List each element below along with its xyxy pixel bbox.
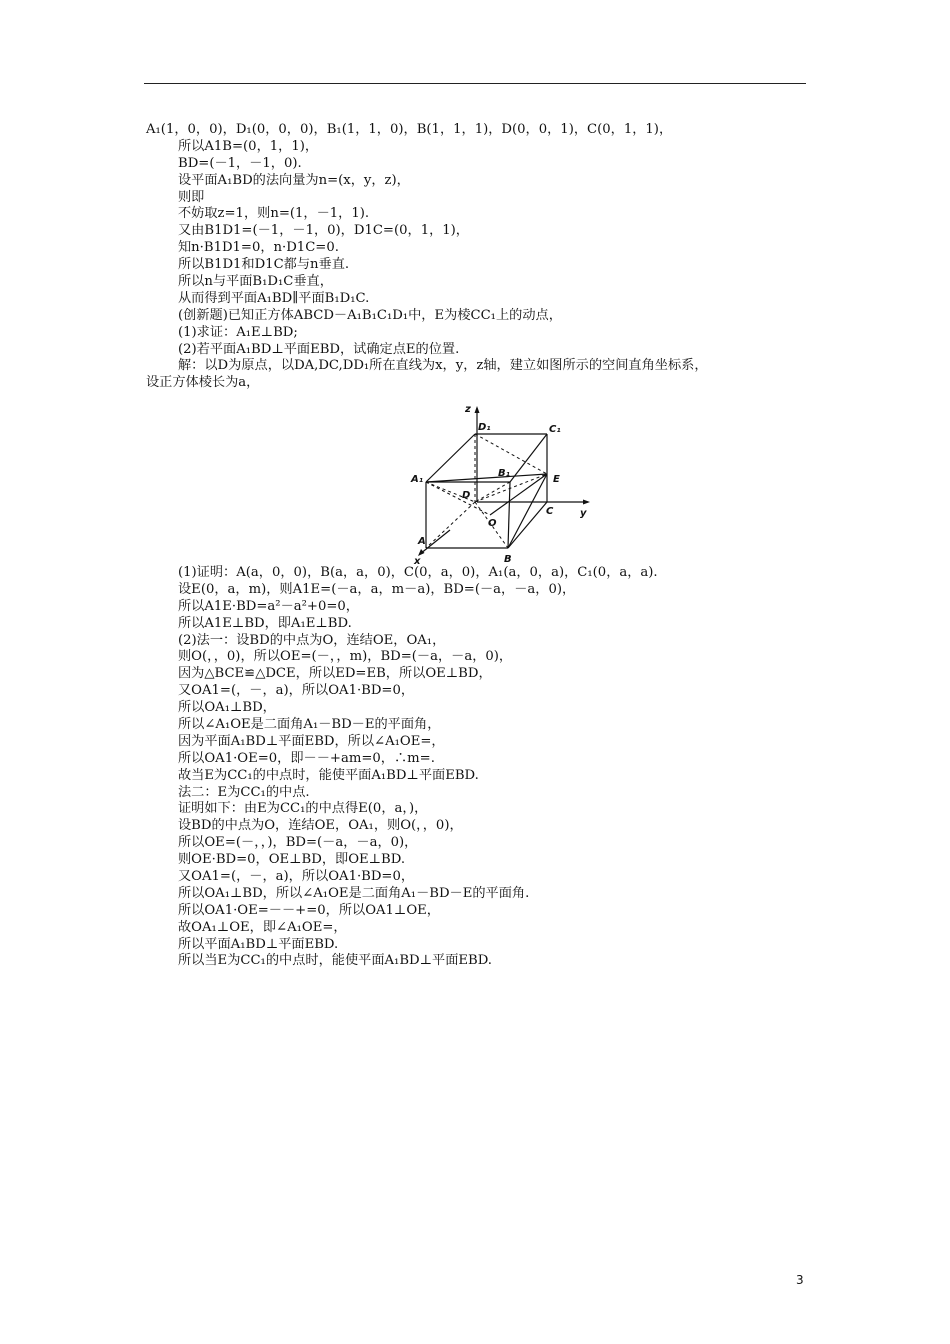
label-E: E <box>553 474 560 485</box>
edge-B-C <box>508 502 547 548</box>
text-line: 证明如下：由E为CC₁的中点得E(0，a，)， <box>178 801 428 817</box>
label-D1: D₁ <box>478 422 491 433</box>
text-line: 所以∠A₁OE是二面角A₁－BD－E的平面角， <box>178 717 441 733</box>
segment-E-O <box>490 474 547 515</box>
text-line: (2)若平面A₁BD⊥平面EBD，试确定点E的位置. <box>178 341 460 357</box>
text-line: 则O(，，0)，所以OE=(－，，m)，BD=(－a，－a，0)， <box>178 649 513 665</box>
text-line: 所以OA₁⊥BD，所以∠A₁OE是二面角A₁－BD－E的平面角. <box>178 885 530 901</box>
text-line: 所以OE=(－，，)，BD=(－a，－a，0)， <box>178 835 418 851</box>
label-x: x <box>414 556 421 566</box>
text-line: 又OA1=(，－，a)，所以OA1·BD=0， <box>178 683 415 699</box>
text-line: 所以n与平面B₁D₁C垂直， <box>178 274 333 290</box>
text-line: 则OE·BD=0，OE⊥BD，即OE⊥BD. <box>178 852 406 868</box>
text-line: BD=(－1，－1，0). <box>178 155 302 171</box>
text-line: 因为平面A₁BD⊥平面EBD，所以∠A₁OE=， <box>178 733 445 749</box>
text-line: 则即 <box>178 189 205 205</box>
text-line: 所以OA1·OE=0，即－－+am=0，∴m=. <box>178 750 435 766</box>
text-line: 所以OA1·OE=－－+=0，所以OA1⊥OE， <box>178 902 440 918</box>
text-line: 所以A1E·BD=a²－a²+0=0， <box>178 598 359 614</box>
hidden-segment-A1-O <box>426 482 490 515</box>
label-A1: A₁ <box>411 474 424 485</box>
text-line: 所以A1B=(0，1，1)， <box>178 138 319 154</box>
label-B1: B₁ <box>498 468 511 479</box>
segment-E-B <box>508 474 547 548</box>
x-axis-arrow <box>418 549 425 556</box>
page-number: 3 <box>796 1273 804 1287</box>
label-C: C <box>546 506 554 517</box>
text-line: 不妨取z=1，则n=(1，－1，1). <box>178 206 370 222</box>
solution-text-bottom <box>146 565 816 970</box>
text-line: 故OA₁⊥OE，即∠A₁OE=， <box>178 919 347 935</box>
text-line: 故当E为CC₁的中点时，能使平面A₁BD⊥平面EBD. <box>178 767 479 783</box>
hidden-edge-D-A <box>426 502 475 548</box>
label-C1: C₁ <box>549 424 561 435</box>
text-line: 因为△BCE≌△DCE，所以ED=EB，所以OE⊥BD， <box>178 666 492 682</box>
y-axis-arrow <box>583 500 590 505</box>
text-line: 设E(0，a，m)，则A1E=(－a，a，m－a)，BD=(－a，－a，0)， <box>178 581 576 597</box>
edge-A1-D1 <box>426 434 475 482</box>
text-line: 法二：E为CC₁的中点. <box>178 784 310 800</box>
text-line: 所以B1D1和D1C都与n垂直. <box>178 257 350 273</box>
label-z: z <box>465 404 471 415</box>
label-A: A <box>418 536 426 547</box>
text-line: 所以A1E⊥BD，即A₁E⊥BD. <box>178 615 352 631</box>
text-line: 知n·B1D1=0，n·D1C=0. <box>178 240 339 256</box>
text-line: A₁(1，0，0)，D₁(0，0，0)，B₁(1，1，0)，B(1，1，1)，D(0，0，1)，C(0，1，1)， <box>146 122 673 137</box>
text-line: 解：以D为原点，以DA,DC,DD₁所在直线为x，y，z轴，建立如图所示的空间直角坐标系， <box>178 358 708 374</box>
text-line: 所以OA₁⊥BD， <box>178 700 276 716</box>
text-line: (1)求证：A₁E⊥BD; <box>178 324 298 340</box>
cube-diagram <box>410 402 600 566</box>
segment-A1-E <box>426 474 547 482</box>
text-line: (2)法一：设BD的中点为O，连结OE，OA₁， <box>178 632 446 648</box>
label-D: D <box>462 490 471 501</box>
text-line: (创新题)已知正方体ABCD－A₁B₁C₁D₁中，E为棱CC₁上的动点， <box>178 307 562 323</box>
text-line: 所以平面A₁BD⊥平面EBD. <box>178 936 339 952</box>
text-line: 所以当E为CC₁的中点时，能使平面A₁BD⊥平面EBD. <box>178 953 492 969</box>
text-line: 从而得到平面A₁BD∥平面B₁D₁C. <box>178 290 370 306</box>
text-line: 又由B1D1=(－1，－1，0)，D1C=(0，1，1)， <box>178 223 469 239</box>
header-rule <box>144 83 806 84</box>
text-line: 设BD的中点为O，连结OE，OA₁，则O(，，0)， <box>178 818 463 834</box>
label-y: y <box>580 508 587 519</box>
text-line: (1)证明：A(a，0，0)，B(a，a，0)，C(0，a，0)，A₁(a，0，a)，C₁(0，a，a). <box>178 565 658 580</box>
text-line: 又OA1=(，－，a)，所以OA1·BD=0， <box>178 869 415 885</box>
text-line: 设平面A₁BD的法向量为n=(x，y，z)， <box>178 172 410 188</box>
text-line: 设正方体棱长为a， <box>146 375 260 391</box>
label-O: O <box>488 518 497 529</box>
solution-text-top <box>146 122 816 392</box>
cube-figure <box>410 402 600 566</box>
label-B: B <box>504 554 512 565</box>
z-axis-arrow <box>475 406 480 413</box>
